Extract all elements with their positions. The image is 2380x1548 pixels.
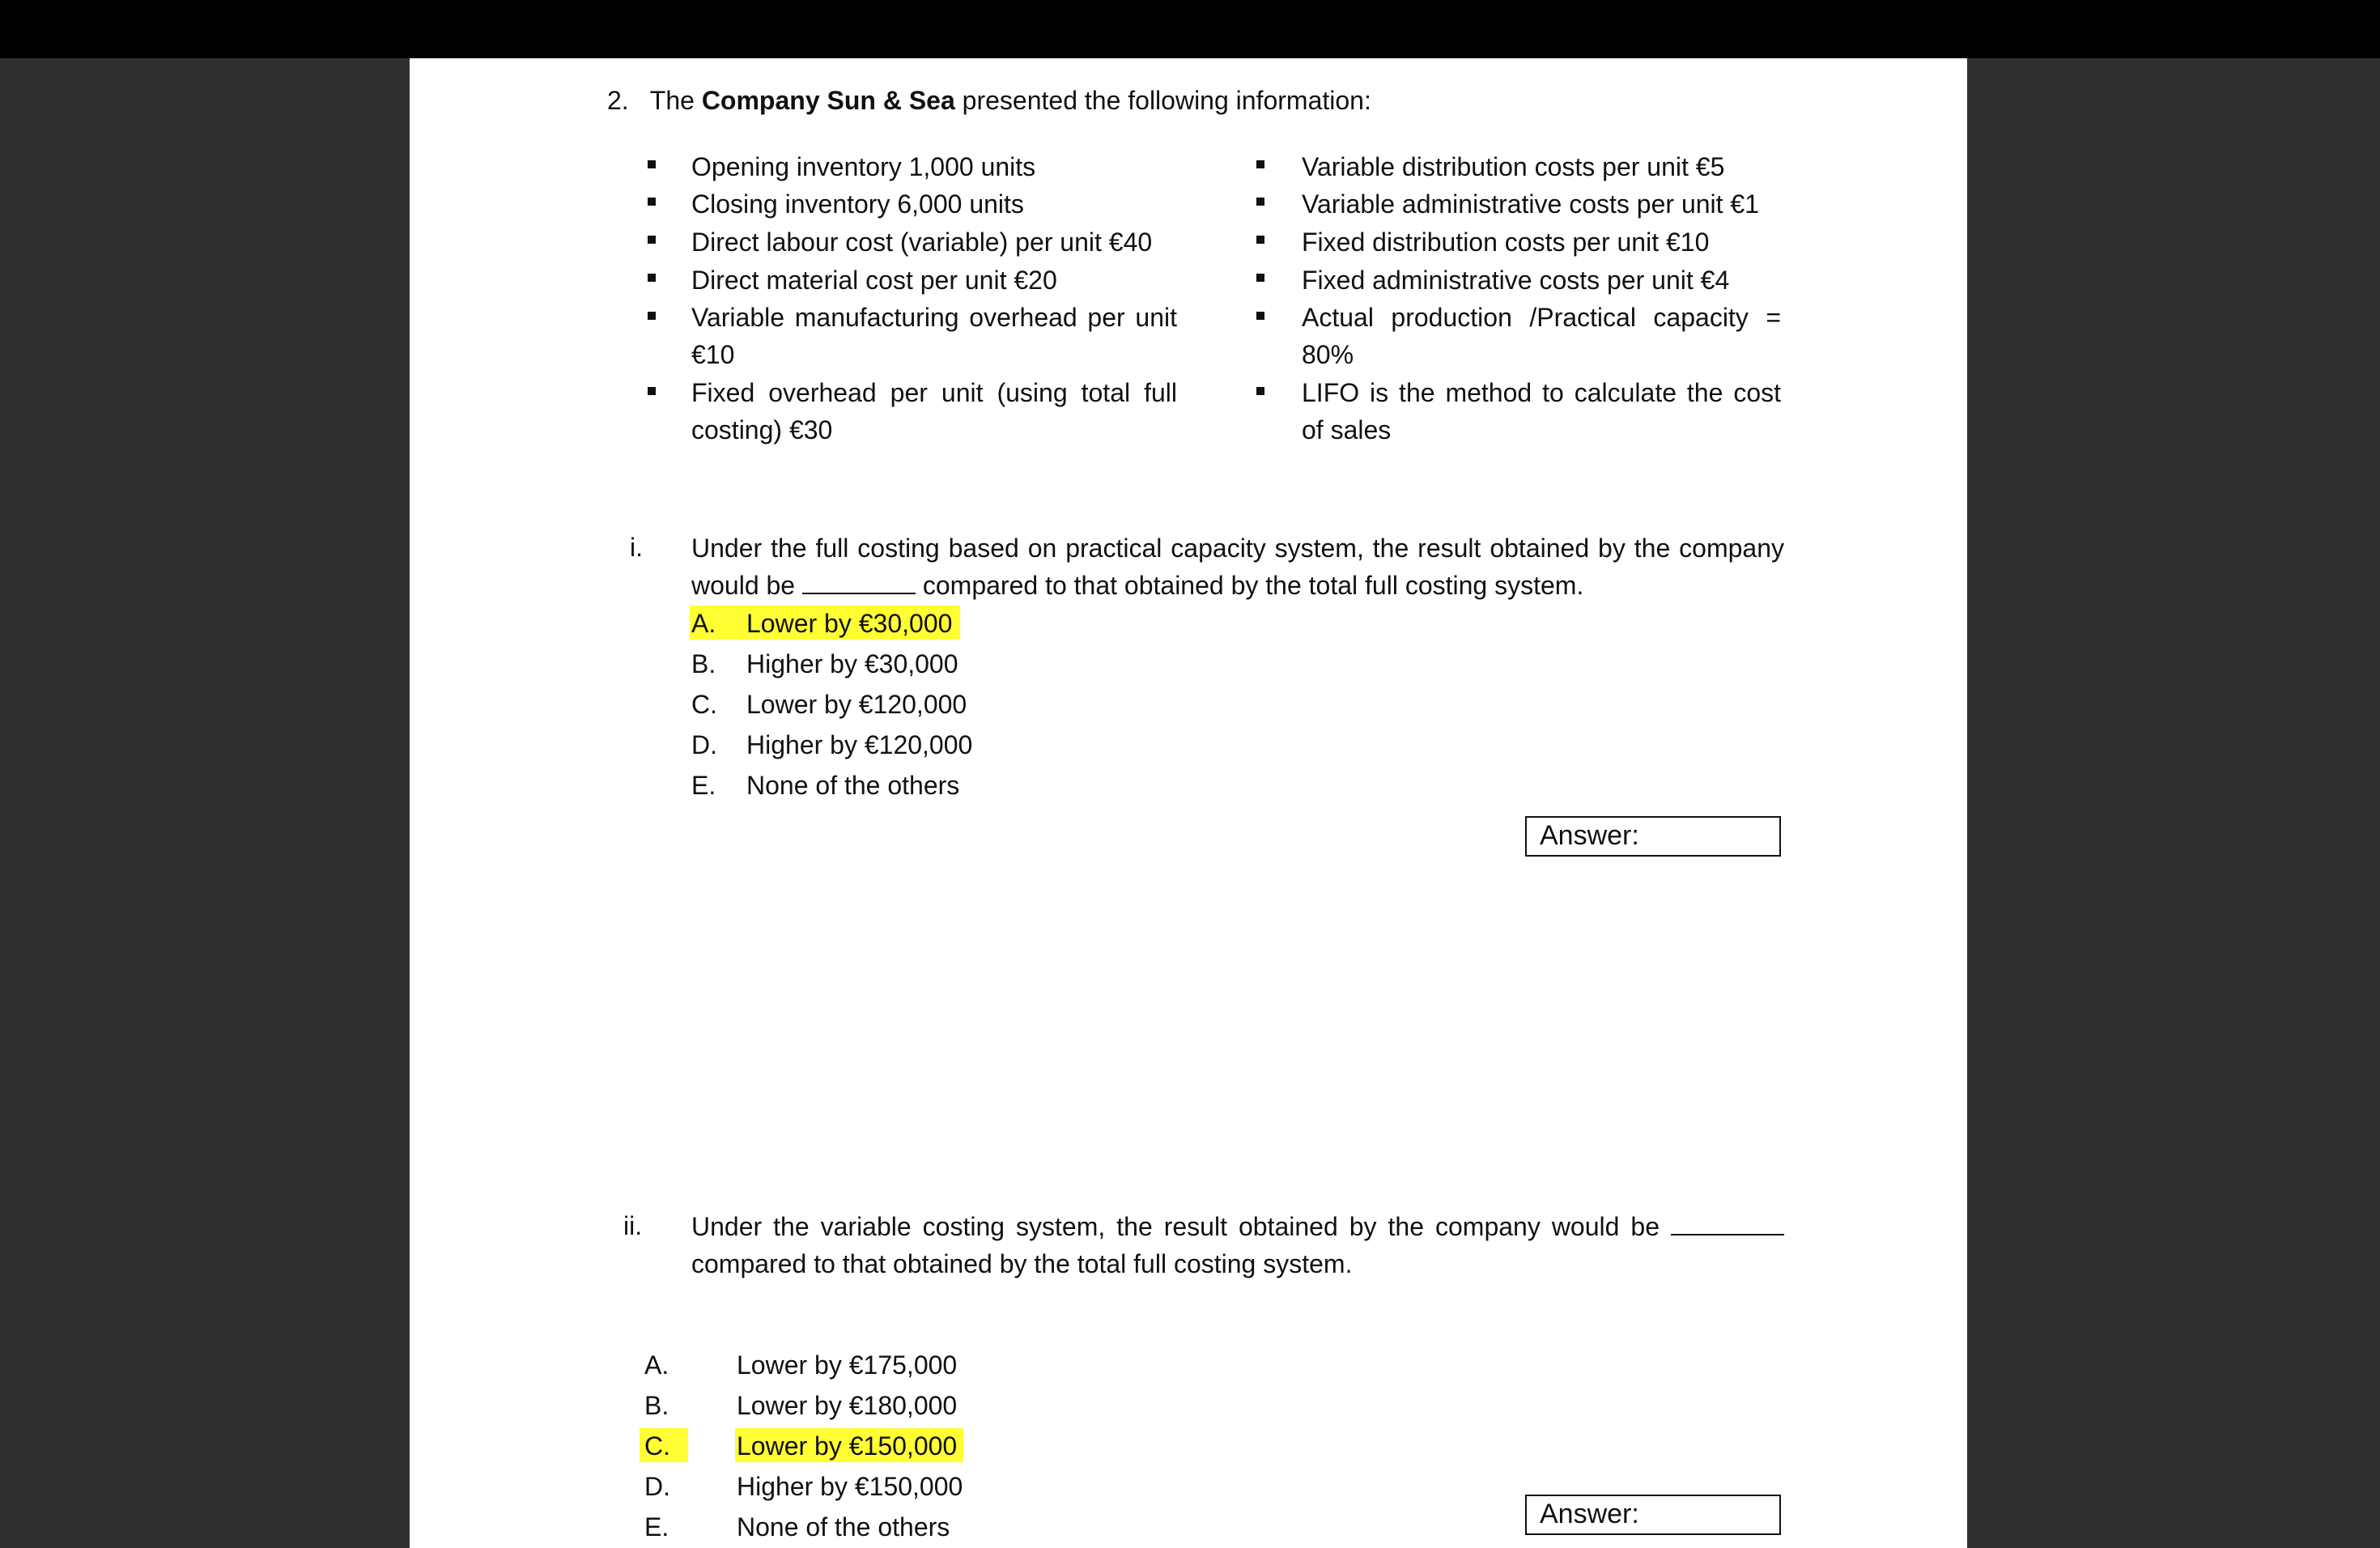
part-ii-answer-box[interactable]: Answer: [1525, 1495, 1781, 1535]
part-i-option-e-text: None of the others [746, 771, 960, 800]
part-i-option-c-letter: C. [691, 690, 717, 719]
part-ii-option-d-text: Higher by €150,000 [737, 1472, 963, 1501]
part-ii-option-a-letter: A. [644, 1350, 669, 1380]
info-item-fixed-distribution: Fixed distribution costs per unit €10 [1302, 228, 1710, 257]
bullet-icon [1256, 312, 1264, 320]
part-ii-option-c-letter: C. [644, 1431, 670, 1461]
part-ii-option-a-text: Lower by €175,000 [737, 1350, 958, 1380]
info-item-variable-distribution: Variable distribution costs per unit €5 [1302, 152, 1725, 181]
part-ii-text-after: compared to that obtained by the total full costing system. [691, 1249, 1353, 1278]
info-item-capacity: Actual production /Practical capacity = 80% [1302, 303, 1781, 369]
part-i-option-b-letter: B. [691, 649, 716, 678]
question-number: 2. [607, 86, 629, 115]
part-ii-option-b-letter: B. [644, 1391, 669, 1420]
part-ii-blank [1671, 1210, 1784, 1235]
viewer-top-bar [0, 0, 2380, 58]
bullet-icon [648, 198, 656, 206]
bullet-icon [648, 160, 656, 168]
part-i-option-a-text: Lower by €30,000 [746, 609, 953, 638]
info-item-variable-overhead: Variable manufacturing overhead per unit €10 [691, 303, 1177, 369]
part-i-option-b-text: Higher by €30,000 [746, 649, 958, 678]
part-i-option-d-letter: D. [691, 730, 717, 759]
info-item-lifo: LIFO is the method to calculate the cost of sales [1302, 378, 1781, 444]
part-ii-option-e-text: None of the others [737, 1512, 950, 1542]
part-ii-option-b-text: Lower by €180,000 [737, 1391, 958, 1420]
company-name: Company Sun & Sea [701, 86, 955, 115]
part-i-option-a-letter: A. [691, 609, 716, 638]
part-i-numeral: i. [630, 533, 643, 562]
part-i-option-d-text: Higher by €120,000 [746, 730, 973, 759]
bullet-icon [648, 387, 656, 395]
info-item-closing-inventory: Closing inventory 6,000 units [691, 189, 1024, 219]
part-i-option-c-text: Lower by €120,000 [746, 690, 967, 719]
bullet-icon [648, 274, 656, 282]
info-item-fixed-overhead: Fixed overhead per unit (using total full costing) €30 [691, 378, 1177, 444]
question-heading [607, 84, 1371, 117]
question-intro-before: The [649, 86, 695, 115]
info-item-variable-administrative: Variable administrative costs per unit €1 [1302, 189, 1760, 219]
part-ii-numeral: ii. [623, 1211, 643, 1240]
part-ii-option-e-letter: E. [644, 1512, 669, 1542]
bullet-icon [1256, 160, 1264, 168]
part-ii-text-before: Under the variable costing system, the result obtained by the company would be [691, 1212, 1660, 1241]
part-ii-option-d-letter: D. [644, 1472, 670, 1501]
info-item-direct-labour: Direct labour cost (variable) per unit €40 [691, 228, 1153, 257]
part-i-answer-box[interactable]: Answer: [1525, 816, 1781, 857]
part-i-text-after: compared to that obtained by the total full costing system. [922, 571, 1584, 600]
info-item-fixed-administrative: Fixed administrative costs per unit €4 [1302, 266, 1730, 295]
question-intro-after: presented the following information: [962, 86, 1371, 115]
part-i-text-before: Under the full costing based on practical capacity system, the result obtained by the company would be [691, 534, 1784, 600]
part-i-option-e-letter: E. [691, 771, 716, 800]
part-ii-question [691, 1208, 1784, 1282]
bullet-icon [1256, 387, 1264, 395]
bullet-icon [1256, 274, 1264, 282]
bullet-icon [1256, 198, 1264, 206]
part-i-blank [802, 568, 916, 594]
part-ii-option-c-text: Lower by €150,000 [737, 1431, 958, 1461]
document-page [410, 58, 1967, 1548]
part-i-question [691, 529, 1784, 604]
info-item-opening-inventory: Opening inventory 1,000 units [691, 152, 1036, 181]
bullet-icon [1256, 236, 1264, 244]
info-item-direct-material: Direct material cost per unit €20 [691, 266, 1057, 295]
bullet-icon [648, 236, 656, 244]
bullet-icon [648, 312, 656, 320]
